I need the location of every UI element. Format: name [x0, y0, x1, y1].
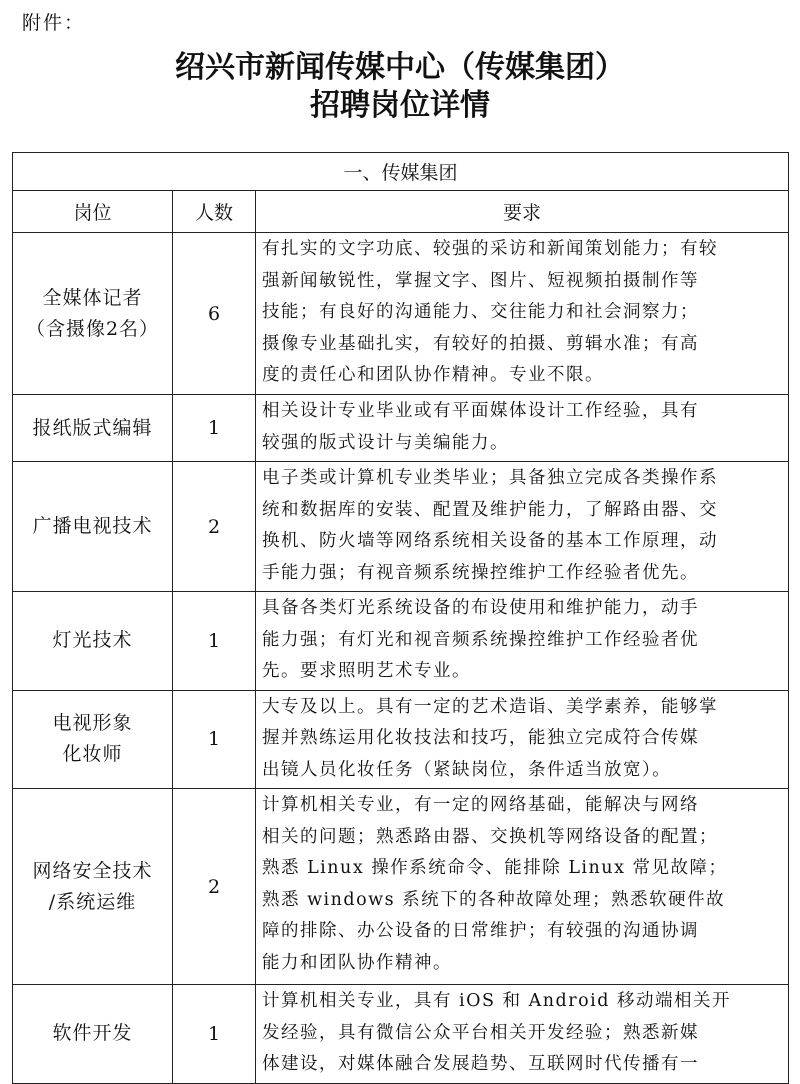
position-line: /系统运维: [48, 890, 137, 913]
requirement-line: 出镜人员化妆任务（紧缺岗位，条件适当放宽）。: [262, 759, 672, 780]
requirement-line: 计算机相关专业，具有 iOS 和 Android 移动端相关开: [262, 991, 731, 1011]
requirement-line: 能力强；有灯光和视音频系统操控维护工作经验者优: [262, 629, 699, 650]
requirement-line: 电子类或计算机专业类毕业；具备独立完成各类操作系: [262, 468, 718, 488]
position-cell: [13, 395, 173, 462]
requirement-line: 有扎实的文字功底、较强的采访和新闻策划能力；有较: [262, 239, 718, 259]
position-cell: [13, 462, 173, 592]
requirement-line: 先。要求照明艺术专业。: [262, 661, 471, 681]
position-cell: [13, 985, 173, 1084]
position-line: 软件开发: [52, 1022, 133, 1045]
requirements-cell: [256, 233, 789, 395]
count-cell: 1: [173, 985, 256, 1084]
position-cell: [13, 690, 173, 789]
requirement-line: 熟悉 windows 系统下的各种故障处理；熟悉软硬件故: [262, 889, 726, 910]
section-title: 一、传媒集团: [13, 153, 789, 191]
requirement-line: 换机、防火墙等网络系统相关设备的基本工作原理，动: [262, 531, 718, 551]
attachment-label: 附件：: [22, 12, 86, 34]
requirement-line: 大专及以上。具有一定的艺术造诣、美学素养，能够掌: [262, 696, 718, 717]
requirement-line: 相关的问题；熟悉路由器、交换机等网络设备的配置；: [262, 826, 718, 847]
requirements-cell: [256, 592, 789, 691]
requirement-line: 技能；有良好的沟通能力、交往能力和社会洞察力；: [262, 302, 699, 322]
job-rows: [13, 233, 789, 1084]
job-table: [12, 152, 789, 1084]
table-row: [13, 789, 789, 985]
position-cell: [13, 233, 173, 395]
requirement-line: 统和数据库的安装、配置及维护能力，了解路由器、交: [262, 499, 718, 520]
requirement-line: 熟悉 Linux 操作系统命令、能排除 Linux 常见故障；: [262, 858, 728, 878]
requirements-cell: [256, 789, 789, 985]
count-cell: 2: [173, 462, 256, 592]
count-cell: 1: [173, 395, 256, 462]
header-position: 岗位: [13, 191, 173, 233]
position-line: 电视形象: [52, 712, 133, 735]
document-subtitle: 招聘岗位详情: [310, 88, 490, 123]
position-line: 全媒体记者: [42, 286, 143, 309]
requirement-line: 手能力强；有视音频系统操控维护工作经验者优先。: [262, 562, 699, 583]
position-cell: [13, 789, 173, 985]
header-requirements: 要求: [256, 191, 789, 233]
table-row: [13, 395, 789, 462]
header-count: 人数: [173, 191, 256, 233]
count-cell: 1: [173, 690, 256, 789]
table-row: [13, 690, 789, 789]
document-title: 绍兴市新闻传媒中心（传媒集团）: [175, 50, 625, 85]
requirement-line: 能力和团队协作精神。: [262, 952, 452, 973]
requirement-line: 相关设计专业毕业或有平面媒体设计工作经验，具有: [262, 401, 699, 421]
requirement-line: 障的排除、办公设备的日常维护；有较强的沟通协调: [262, 921, 699, 941]
requirement-line: 强新闻敏锐性，掌握文字、图片、短视频拍摄制作等: [262, 270, 699, 291]
position-line: 广播电视技术: [32, 515, 153, 537]
requirements-cell: [256, 462, 789, 592]
position-line: 报纸版式编辑: [32, 416, 153, 439]
table-row: [13, 462, 789, 592]
table-row: [13, 233, 789, 395]
requirement-line: 摄像专业基础扎实，有较好的拍摄、剪辑水准；有高: [262, 333, 699, 354]
requirements-cell: [256, 395, 789, 462]
requirements-cell: [256, 985, 789, 1084]
requirement-line: 具备各类灯光系统设备的布设使用和维护能力，动手: [262, 598, 699, 618]
requirement-line: 度的责任心和团队协作精神。专业不限。: [262, 365, 604, 385]
requirement-line: 发经验，具有微信公众平台相关开发经验；熟悉新媒: [262, 1022, 699, 1043]
requirement-line: 握并熟练运用化妆技法和技巧，能独立完成符合传媒: [262, 728, 699, 748]
count-cell: 2: [173, 789, 256, 985]
table-row: [13, 985, 789, 1084]
requirement-line: 较强的版式设计与美编能力。: [262, 432, 509, 453]
count-cell: 6: [173, 233, 256, 395]
table-row: [13, 592, 789, 691]
count-cell: 1: [173, 592, 256, 691]
position-line: 网络安全技术: [32, 859, 153, 882]
position-line: 灯光技术: [52, 629, 133, 652]
position-cell: [13, 592, 173, 691]
position-line: 化妆师: [62, 743, 123, 766]
requirement-line: 计算机相关专业，有一定的网络基础，能解决与网络: [262, 795, 699, 815]
requirements-cell: [256, 690, 789, 789]
requirement-line: 体建设，对媒体融合发展趋势、互联网时代传播有一: [262, 1054, 699, 1074]
position-line: （含摄像2名）: [25, 317, 160, 340]
